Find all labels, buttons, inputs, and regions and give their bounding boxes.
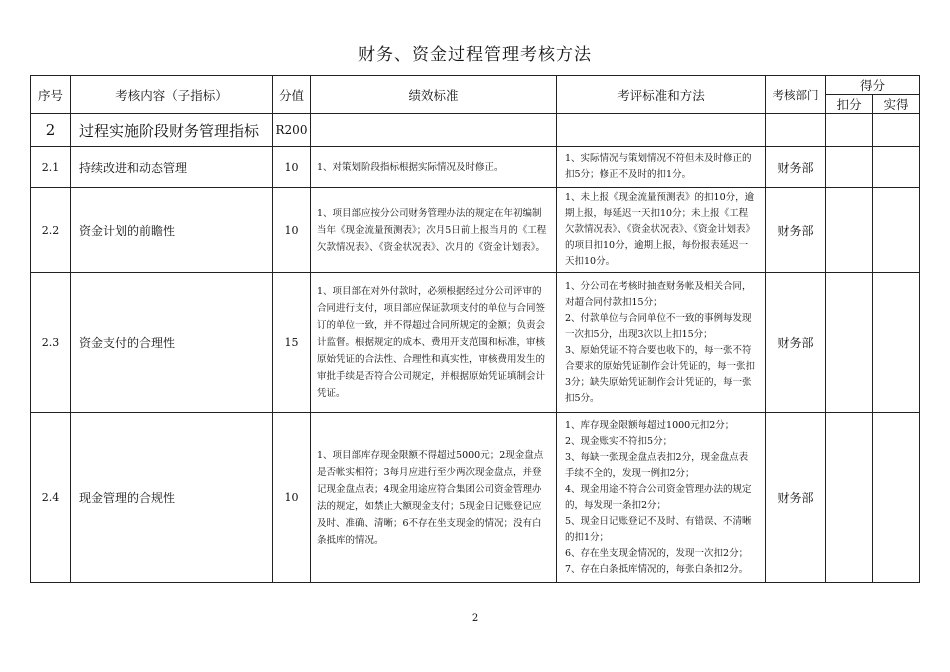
section-name: 过程实施阶段财务管理指标 <box>71 114 273 147</box>
row-seq: 2.4 <box>31 413 71 583</box>
row-deduct <box>826 273 873 413</box>
header-points: 得分 <box>826 76 920 95</box>
row-method: 1、未上报《现金流量预测表》的扣10分，逾期上报，每延迟一天扣10分；未上报《工程欠款情况表》、《资金状况表》、《资金计划表》的项目扣10分，逾期上报，每份报表延迟一天扣10分。 <box>557 188 766 273</box>
row-actual <box>873 413 920 583</box>
row-seq: 2.2 <box>31 188 71 273</box>
row-name: 现金管理的合规性 <box>71 413 273 583</box>
header-row <box>31 76 920 95</box>
header-score: 分值 <box>273 76 311 114</box>
row-score: 10 <box>273 147 311 188</box>
row-method: 1、分公司在考核时抽查财务帐及相关合同，对超合同付款扣15分； 2、付款单位与合同单位不一致的事例每发现一次扣5分，出现3次以上扣15分； 3、原始凭证不符合要也收下的，每一张不符合要求的原始凭证制作会计凭证的，每一张扣3分；缺失原始凭证制作会计凭证的，每一张扣5分。 <box>557 273 766 413</box>
row-actual <box>873 273 920 413</box>
header-content: 考核内容（子指标） <box>71 76 273 114</box>
header-deduct: 扣分 <box>826 95 873 114</box>
row-name: 持续改进和动态管理 <box>71 147 273 188</box>
table-row <box>31 147 920 188</box>
row-dept: 财务部 <box>766 413 826 583</box>
row-method: 1、实际情况与策划情况不符但未及时修正的扣5分；修正不及时的扣1分。 <box>557 147 766 188</box>
table-row <box>31 273 920 413</box>
header-seq: 序号 <box>31 76 71 114</box>
section-row <box>31 114 920 147</box>
row-actual <box>873 188 920 273</box>
table-row <box>31 188 920 273</box>
row-actual <box>873 147 920 188</box>
row-dept: 财务部 <box>766 147 826 188</box>
row-criteria: 1、对策划阶段指标根据实际情况及时修正。 <box>311 147 557 188</box>
header-dept: 考核部门 <box>766 76 826 114</box>
section-seq: 2 <box>31 114 71 147</box>
row-criteria: 1、项目部在对外付款时，必须根据经过分公司评审的合同进行支付，项目部应保证款项支付的单位与合同签订的单位一致，并不得超过合同所规定的金额；负责会计监督。根据规定的成本、费用开支范围和标准，审核原始凭证的合法性、合理性和真实性，审核费用发生的审批手续是否符合公司规定，并根据原始凭证填制会计凭证。 <box>311 273 557 413</box>
row-seq: 2.1 <box>31 147 71 188</box>
row-method: 1、库存现金限额每超过1000元扣2分； 2、现金账实不符扣5分； 3、每缺一张现金盘点表扣2分，现金盘点表手续不全的，发现一例扣2分； 4、现金用途不符合公司资金管理办法的规定的，每发现一条扣2分； 5、现金日记账登记不及时、有错误、不清晰的扣1分； 6、存在坐支现金情况的，发现一次扣2分； 7、存在白条抵库情况的，每张白条扣2分。 <box>557 413 766 583</box>
row-deduct <box>826 188 873 273</box>
page-number: 2 <box>471 613 479 624</box>
row-name: 资金支付的合理性 <box>71 273 273 413</box>
assessment-table <box>30 75 920 583</box>
header-criteria: 绩效标准 <box>311 76 557 114</box>
row-criteria: 1、项目部应按分公司财务管理办法的规定在年初编制当年《现金流量预测表》；次月5日前上报当月的《工程欠款情况表》、《资金状况表》、次月的《资金计划表》。 <box>311 188 557 273</box>
document-title: 财务、资金过程管理考核方法 <box>358 45 592 65</box>
table-row <box>31 413 920 583</box>
row-name: 资金计划的前瞻性 <box>71 188 273 273</box>
row-dept: 财务部 <box>766 273 826 413</box>
row-deduct <box>826 147 873 188</box>
row-criteria: 1、项目部库存现金限额不得超过5000元；2现金盘点是否帐实相符；3每月应进行至少两次现金盘点，并登记现金盘点表；4现金用途应符合集团公司资金管理办法的规定，如禁止大额现金支付；5现金日记账登记应及时、准确、清晰；6不存在坐支现金的情况；没有白条抵库的情况。 <box>311 413 557 583</box>
row-score: 10 <box>273 413 311 583</box>
section-score: R200 <box>273 114 311 147</box>
row-score: 10 <box>273 188 311 273</box>
header-actual: 实得 <box>873 95 920 114</box>
row-deduct <box>826 413 873 583</box>
row-seq: 2.3 <box>31 273 71 413</box>
header-method: 考评标准和方法 <box>557 76 766 114</box>
row-dept: 财务部 <box>766 188 826 273</box>
row-score: 15 <box>273 273 311 413</box>
